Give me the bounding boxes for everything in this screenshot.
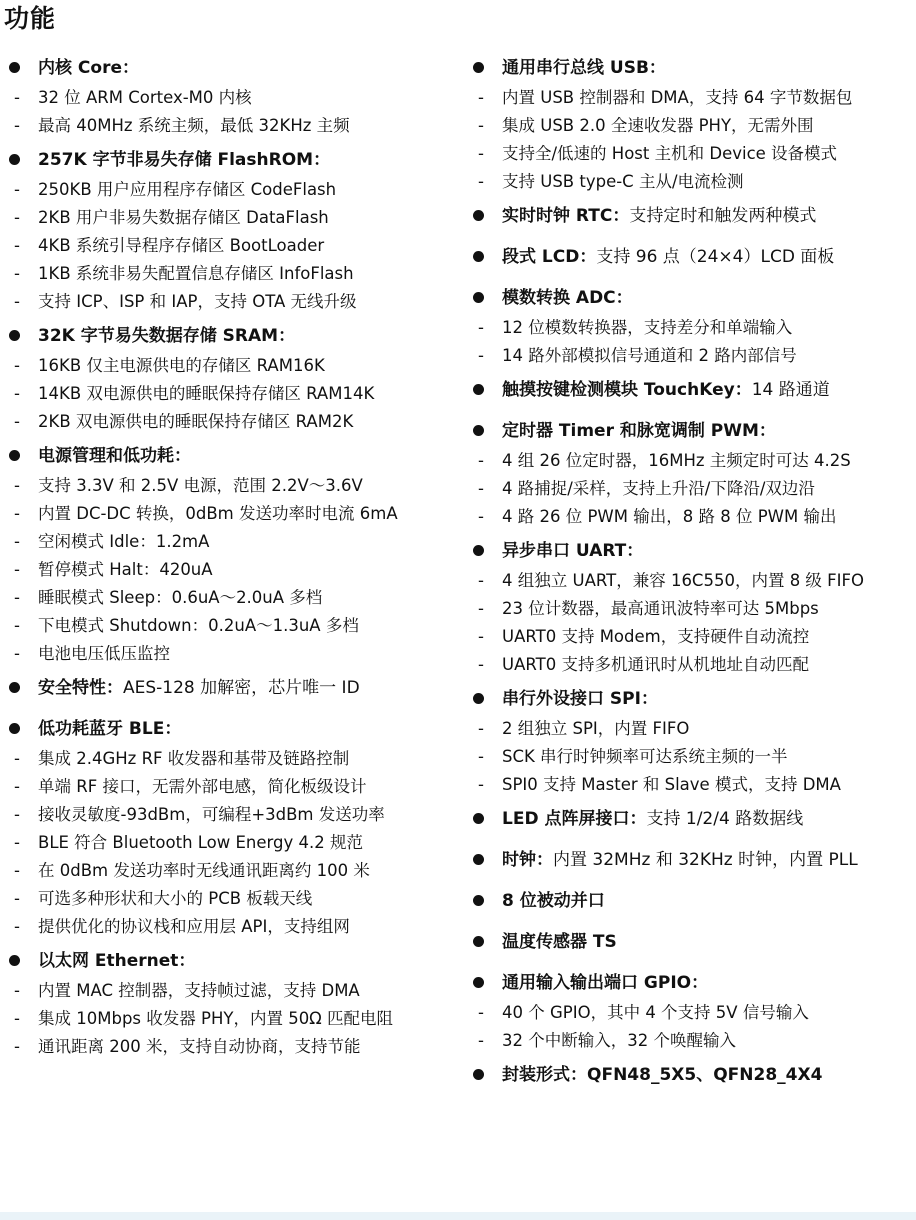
bullet-icon <box>473 425 484 436</box>
list-item-text: 在 0dBm 发送功率时无线通讯距离约 100 米 <box>38 861 370 880</box>
dash-marker: - <box>478 88 484 107</box>
list-item-text: 支持全/低速的 Host 主机和 Device 设备模式 <box>502 144 838 163</box>
list-item-text: 40 个 GPIO，其中 4 个支持 5V 信号输入 <box>502 1003 809 1022</box>
list-item-text: UART0 支持 Modem，支持硬件自动流控 <box>502 627 810 646</box>
list-item <box>470 595 912 623</box>
bullet-icon <box>9 62 20 73</box>
bullet-icon <box>473 545 484 556</box>
list-item-text: 支持 ICP、ISP 和 IAP，支持 OTA 无线升级 <box>38 292 357 311</box>
page-title: 功能 <box>4 4 57 33</box>
feature-section <box>470 844 912 876</box>
list-item <box>6 829 456 857</box>
dash-marker: - <box>14 981 20 1000</box>
list-item-text: 内置 USB 控制器和 DMA，支持 64 字节数据包 <box>502 88 853 107</box>
list-item-text: 32 位 ARM Cortex-M0 内核 <box>38 88 252 107</box>
left-column <box>6 52 456 1065</box>
list-item-text: 下电模式 Shutdown：0.2uA～1.3uA 多档 <box>38 616 359 635</box>
bullet-icon <box>473 251 484 262</box>
feature-section <box>470 241 912 273</box>
list-item-text: 可选多种形状和大小的 PCB 板载天线 <box>38 889 313 908</box>
list-item-text: 暂停模式 Halt：420uA <box>38 560 213 579</box>
feature-section <box>470 1059 912 1091</box>
section-title: 模数转换 ADC： <box>502 288 633 308</box>
list-item <box>470 503 912 531</box>
list-item-text: 4 组 26 位定时器，16MHz 主频定时可达 4.2S <box>502 451 851 470</box>
list-item <box>6 84 456 112</box>
bullet-icon <box>9 154 20 165</box>
dash-marker: - <box>14 180 20 199</box>
list-item <box>470 84 912 112</box>
section-heading <box>470 683 912 715</box>
list-item-text: 4 路 26 位 PWM 输出，8 路 8 位 PWM 输出 <box>502 507 837 526</box>
list-item-text: 通讯距离 200 米，支持自动协商，支持节能 <box>38 1037 361 1056</box>
list-item <box>6 260 456 288</box>
section-title: 温度传感器 TS <box>502 932 617 952</box>
dash-marker: - <box>478 599 484 618</box>
list-item <box>470 715 912 743</box>
dash-marker: - <box>14 833 20 852</box>
list-item-text: 16KB 仅主电源供电的存储区 RAM16K <box>38 356 325 375</box>
bullet-icon <box>473 384 484 395</box>
list-item <box>6 204 456 232</box>
feature-list <box>470 314 912 370</box>
dash-marker: - <box>14 805 20 824</box>
feature-section <box>470 200 912 232</box>
dash-marker: - <box>14 777 20 796</box>
section-title: 低功耗蓝牙 BLE： <box>38 719 182 739</box>
feature-section <box>470 683 912 799</box>
feature-section <box>470 282 912 370</box>
feature-section <box>470 374 912 406</box>
feature-list <box>6 472 456 668</box>
dash-marker: - <box>14 88 20 107</box>
list-item <box>6 801 456 829</box>
list-item-text: SPI0 支持 Master 和 Slave 模式，支持 DMA <box>502 775 841 794</box>
list-item <box>6 380 456 408</box>
list-item-text: 32 个中断输入，32 个唤醒输入 <box>502 1031 736 1050</box>
section-title: 电源管理和低功耗： <box>38 446 191 466</box>
bullet-icon <box>473 895 484 906</box>
section-heading <box>470 374 912 406</box>
section-title: 内核 Core： <box>38 58 139 78</box>
section-title: 封装形式：QFN48_5X5、QFN28_4X4 <box>502 1065 823 1085</box>
list-item <box>470 567 912 595</box>
list-item <box>6 913 456 941</box>
list-item-text: 23 位计数器，最高通讯波特率可达 5Mbps <box>502 599 819 618</box>
list-item <box>6 885 456 913</box>
section-heading <box>470 535 912 567</box>
section-title: 通用串行总线 USB： <box>502 58 666 78</box>
feature-section <box>470 415 912 531</box>
section-title: 257K 字节非易失存储 FlashROM： <box>38 150 331 170</box>
section-heading <box>470 52 912 84</box>
dash-marker: - <box>478 451 484 470</box>
dash-marker: - <box>478 571 484 590</box>
feature-section <box>6 440 456 668</box>
list-item-text: 支持 USB type-C 主从/电流检测 <box>502 172 744 191</box>
feature-list <box>470 715 912 799</box>
list-item-text: 单端 RF 接口，无需外部电感，简化板级设计 <box>38 777 367 796</box>
list-item-text: BLE 符合 Bluetooth Low Energy 4.2 规范 <box>38 833 364 852</box>
list-item <box>470 623 912 651</box>
section-heading <box>6 440 456 472</box>
section-title: 8 位被动并口 <box>502 891 605 911</box>
dash-marker: - <box>478 479 484 498</box>
bullet-icon <box>473 292 484 303</box>
bullet-icon <box>9 955 20 966</box>
list-item-text: 12 位模数转换器，支持差分和单端输入 <box>502 318 793 337</box>
section-heading <box>6 672 456 704</box>
dash-marker: - <box>14 476 20 495</box>
dash-marker: - <box>478 318 484 337</box>
dash-marker: - <box>478 655 484 674</box>
dash-marker: - <box>478 719 484 738</box>
section-heading <box>470 967 912 999</box>
list-item <box>470 743 912 771</box>
dash-marker: - <box>14 1009 20 1028</box>
bullet-icon <box>9 330 20 341</box>
feature-section <box>470 52 912 196</box>
dash-marker: - <box>478 144 484 163</box>
list-item <box>6 556 456 584</box>
bullet-icon <box>473 977 484 988</box>
dash-marker: - <box>14 1037 20 1056</box>
feature-list <box>6 352 456 436</box>
dash-marker: - <box>14 532 20 551</box>
bullet-icon <box>473 1069 484 1080</box>
section-heading <box>470 415 912 447</box>
dash-marker: - <box>14 504 20 523</box>
section-description: 内置 32MHz 和 32KHz 时钟，内置 PLL <box>553 850 858 870</box>
dash-marker: - <box>478 1031 484 1050</box>
section-heading <box>470 1059 912 1091</box>
section-title: 段式 LCD： <box>502 247 597 267</box>
list-item <box>6 408 456 436</box>
dash-marker: - <box>14 644 20 663</box>
list-item <box>470 447 912 475</box>
feature-section <box>6 144 456 316</box>
list-item <box>6 232 456 260</box>
list-item-text: 集成 USB 2.0 全速收发器 PHY，无需外围 <box>502 116 814 135</box>
dash-marker: - <box>14 356 20 375</box>
feature-section <box>470 535 912 679</box>
section-title: 异步串口 UART： <box>502 541 644 561</box>
list-item <box>6 288 456 316</box>
feature-section <box>470 885 912 917</box>
section-title: 触摸按键检测模块 TouchKey： <box>502 380 752 400</box>
section-description: 14 路通道 <box>751 380 830 400</box>
list-item-text: 2 组独立 SPI，内置 FIFO <box>502 719 690 738</box>
section-description: 支持 1/2/4 路数据线 <box>646 809 804 829</box>
dash-marker: - <box>478 1003 484 1022</box>
section-heading <box>470 803 912 835</box>
dash-marker: - <box>14 264 20 283</box>
section-heading <box>6 713 456 745</box>
section-heading <box>470 885 912 917</box>
section-description: AES-128 加解密，芯片唯一 ID <box>123 678 360 698</box>
list-item-text: 2KB 双电源供电的睡眠保持存储区 RAM2K <box>38 412 354 431</box>
list-item <box>470 314 912 342</box>
list-item-text: 14 路外部模拟信号通道和 2 路内部信号 <box>502 346 797 365</box>
bullet-icon <box>9 723 20 734</box>
list-item <box>470 651 912 679</box>
list-item <box>6 528 456 556</box>
dash-marker: - <box>478 507 484 526</box>
right-column <box>470 52 912 1100</box>
list-item <box>470 112 912 140</box>
feature-list <box>6 176 456 316</box>
bullet-icon <box>473 62 484 73</box>
list-item <box>6 584 456 612</box>
bullet-icon <box>473 854 484 865</box>
list-item-text: 集成 2.4GHz RF 收发器和基带及链路控制 <box>38 749 350 768</box>
feature-section <box>6 713 456 941</box>
list-item-text: 集成 10Mbps 收发器 PHY，内置 50Ω 匹配电阻 <box>38 1009 394 1028</box>
list-item-text: 提供优化的协议栈和应用层 API，支持组网 <box>38 917 350 936</box>
list-item <box>6 472 456 500</box>
list-item-text: 最高 40MHz 系统主频，最低 32KHz 主频 <box>38 116 350 135</box>
section-title: 定时器 Timer 和脉宽调制 PWM： <box>502 421 776 441</box>
section-heading <box>470 241 912 273</box>
feature-section <box>470 926 912 958</box>
list-item-text: 4 路捕捉/采样，支持上升沿/下降沿/双边沿 <box>502 479 815 498</box>
feature-section <box>6 52 456 140</box>
section-title: LED 点阵屏接口： <box>502 809 647 829</box>
list-item-text: 2KB 用户非易失数据存储区 DataFlash <box>38 208 329 227</box>
dash-marker: - <box>14 861 20 880</box>
list-item <box>470 140 912 168</box>
section-heading <box>470 282 912 314</box>
dash-marker: - <box>478 346 484 365</box>
bullet-icon <box>473 210 484 221</box>
feature-section <box>470 803 912 835</box>
list-item <box>6 977 456 1005</box>
dash-marker: - <box>478 775 484 794</box>
page-bottom-band <box>0 1212 916 1220</box>
list-item <box>6 500 456 528</box>
list-item-text: 4 组独立 UART，兼容 16C550，内置 8 级 FIFO <box>502 571 865 590</box>
feature-list <box>6 977 456 1061</box>
list-item <box>6 176 456 204</box>
list-item <box>6 640 456 668</box>
list-item <box>6 773 456 801</box>
list-item <box>470 168 912 196</box>
list-item <box>6 112 456 140</box>
section-description: 支持 96 点（24×4）LCD 面板 <box>596 247 835 267</box>
dash-marker: - <box>14 588 20 607</box>
feature-section <box>6 672 456 704</box>
feature-list <box>470 999 912 1055</box>
feature-section <box>6 945 456 1061</box>
section-heading <box>6 52 456 84</box>
list-item <box>6 745 456 773</box>
bullet-icon <box>9 682 20 693</box>
section-description: 支持定时和触发两种模式 <box>629 206 817 226</box>
list-item <box>470 771 912 799</box>
list-item <box>6 857 456 885</box>
dash-marker: - <box>478 116 484 135</box>
bullet-icon <box>473 693 484 704</box>
list-item <box>6 1005 456 1033</box>
dash-marker: - <box>14 749 20 768</box>
dash-marker: - <box>14 384 20 403</box>
list-item <box>6 352 456 380</box>
dash-marker: - <box>14 560 20 579</box>
dash-marker: - <box>478 627 484 646</box>
list-item <box>470 475 912 503</box>
dash-marker: - <box>14 889 20 908</box>
bullet-icon <box>473 936 484 947</box>
feature-list <box>470 84 912 196</box>
section-heading <box>470 844 912 876</box>
section-heading <box>470 200 912 232</box>
section-title: 32K 字节易失数据存储 SRAM： <box>38 326 296 346</box>
list-item-text: 内置 DC-DC 转换，0dBm 发送功率时电流 6mA <box>38 504 398 523</box>
dash-marker: - <box>14 236 20 255</box>
bullet-icon <box>9 450 20 461</box>
list-item-text: 4KB 系统引导程序存储区 BootLoader <box>38 236 325 255</box>
list-item-text: 睡眠模式 Sleep：0.6uA～2.0uA 多档 <box>38 588 323 607</box>
list-item-text: UART0 支持多机通讯时从机地址自动匹配 <box>502 655 809 674</box>
dash-marker: - <box>14 292 20 311</box>
section-title: 时钟： <box>502 850 553 870</box>
section-heading <box>6 320 456 352</box>
dash-marker: - <box>14 616 20 635</box>
section-title: 安全特性： <box>38 678 123 698</box>
dash-marker: - <box>14 412 20 431</box>
list-item <box>6 1033 456 1061</box>
dash-marker: - <box>14 917 20 936</box>
feature-list <box>470 447 912 531</box>
list-item-text: 电池电压低压监控 <box>38 644 170 663</box>
list-item <box>470 999 912 1027</box>
section-heading <box>470 926 912 958</box>
list-item-text: 1KB 系统非易失配置信息存储区 InfoFlash <box>38 264 354 283</box>
list-item-text: 内置 MAC 控制器，支持帧过滤，支持 DMA <box>38 981 360 1000</box>
section-title: 串行外设接口 SPI： <box>502 689 658 709</box>
section-heading <box>6 144 456 176</box>
list-item <box>470 342 912 370</box>
list-item-text: 支持 3.3V 和 2.5V 电源，范围 2.2V～3.6V <box>38 476 363 495</box>
list-item-text: 空闲模式 Idle：1.2mA <box>38 532 210 551</box>
feature-list <box>6 84 456 140</box>
list-item-text: 接收灵敏度-93dBm，可编程+3dBm 发送功率 <box>38 805 385 824</box>
feature-section <box>6 320 456 436</box>
section-title: 以太网 Ethernet： <box>38 951 196 971</box>
dash-marker: - <box>14 208 20 227</box>
section-title: 通用输入输出端口 GPIO： <box>502 973 709 993</box>
dash-marker: - <box>478 747 484 766</box>
list-item <box>470 1027 912 1055</box>
dash-marker: - <box>478 172 484 191</box>
feature-list <box>6 745 456 941</box>
section-heading <box>6 945 456 977</box>
feature-list <box>470 567 912 679</box>
dash-marker: - <box>14 116 20 135</box>
list-item-text: SCK 串行时钟频率可达系统主频的一半 <box>502 747 788 766</box>
section-title: 实时时钟 RTC： <box>502 206 630 226</box>
list-item-text: 250KB 用户应用程序存储区 CodeFlash <box>38 180 337 199</box>
list-item <box>6 612 456 640</box>
feature-section <box>470 967 912 1055</box>
list-item-text: 14KB 双电源供电的睡眠保持存储区 RAM14K <box>38 384 375 403</box>
bullet-icon <box>473 813 484 824</box>
